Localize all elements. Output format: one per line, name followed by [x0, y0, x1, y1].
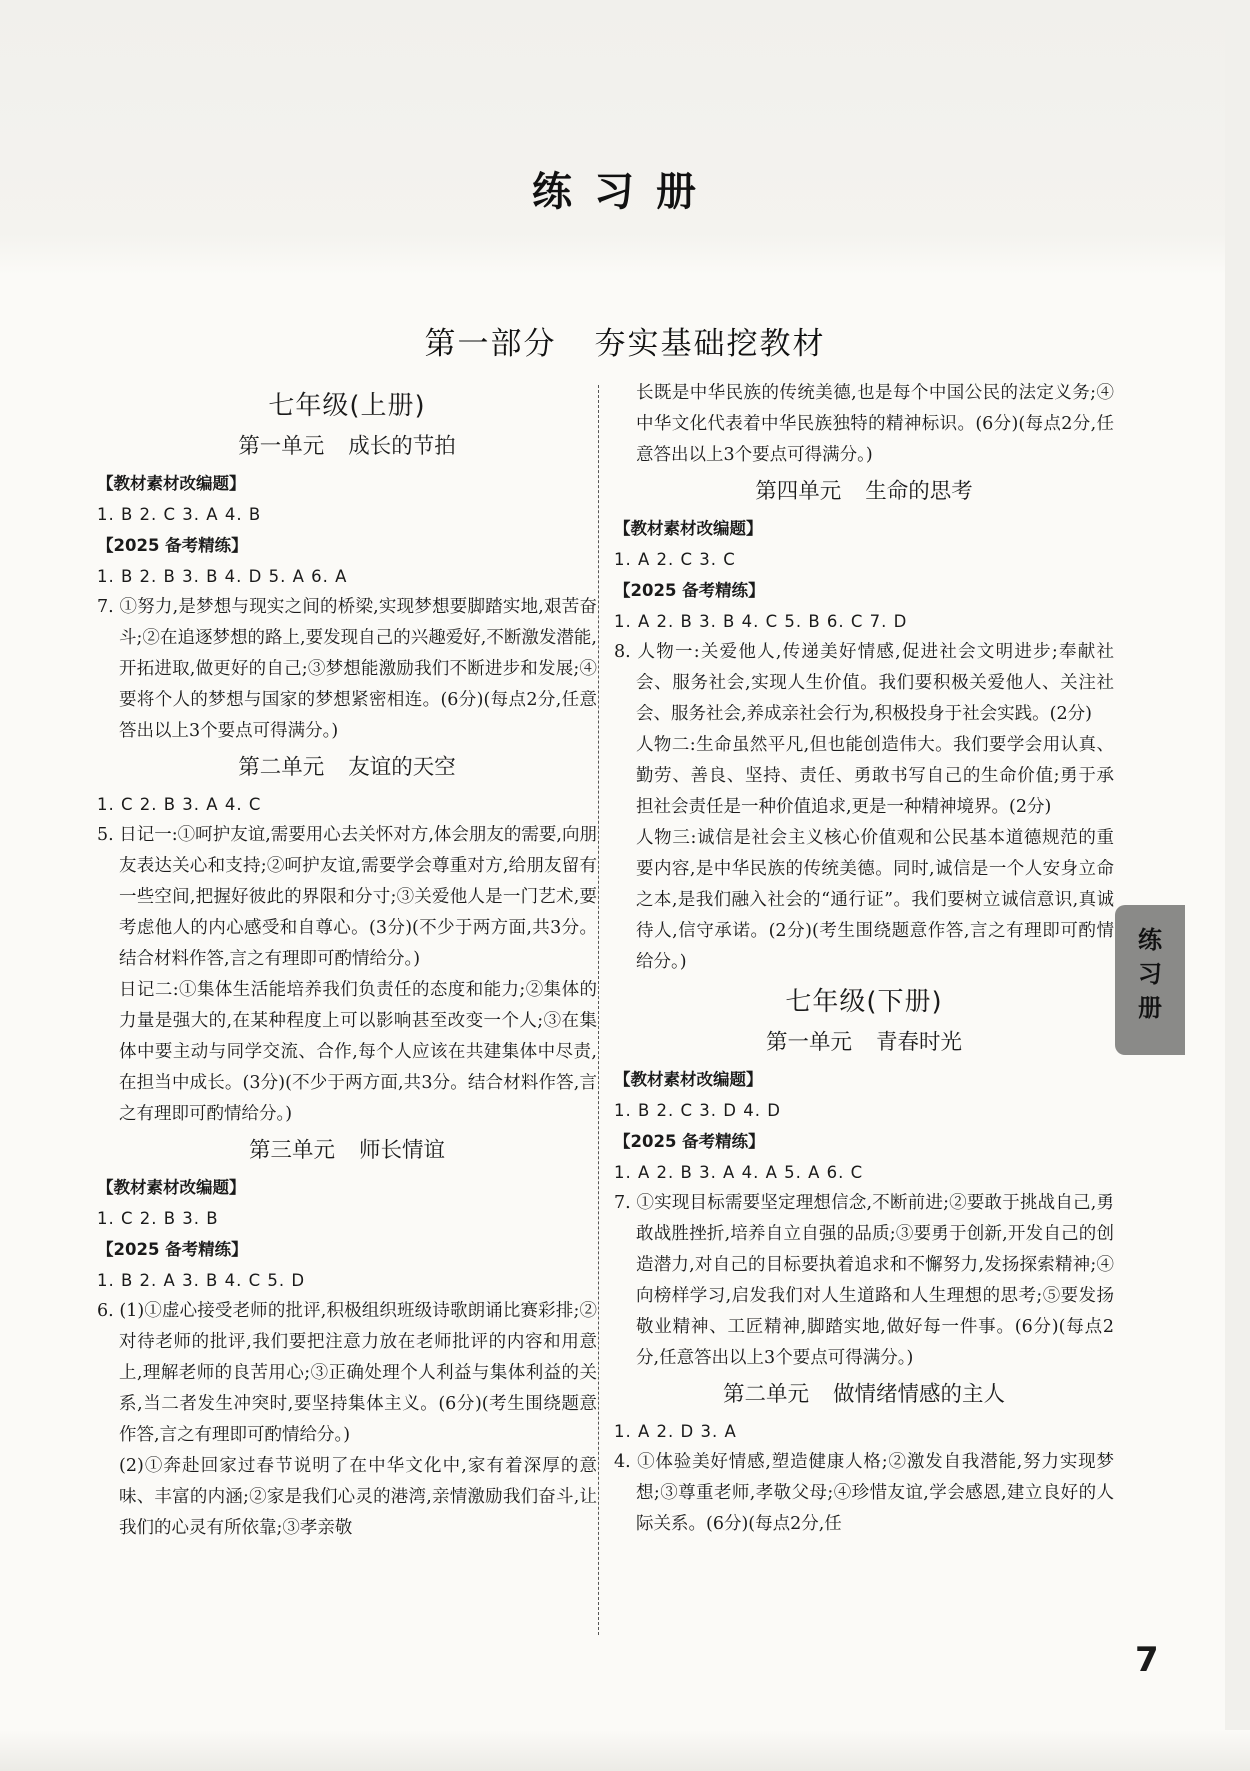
page-number: 7 — [1135, 1640, 1159, 1680]
answer-paragraph: 6. (1)①虚心接受老师的批评,积极组织班级诗歌朗诵比赛彩排;②对待老师的批评,我们要把注意力放在老师批评的内容和用意上,理解老师的良苦用心;③正确处理个人利益与集体利益的关系,当二者发生冲突时,要坚持集体主义。(6分)(考生围绕题意作答,言之有理即可酌情给分。) — [97, 1301, 597, 1445]
answer-line: 1. A 2. D 3. A — [614, 1422, 737, 1441]
unit-heading: 第二单元 友谊的天空 — [238, 755, 456, 780]
unit-heading: 第一单元 成长的节拍 — [238, 434, 456, 459]
column-divider — [598, 385, 599, 1635]
header-band — [0, 0, 1250, 275]
unit-heading: 第四单元 生命的思考 — [755, 479, 973, 504]
book-title: 练习册 — [532, 169, 718, 215]
section-label: 【教材素材改编题】 — [614, 519, 763, 538]
answer-line: 1. B 2. C 3. D 4. D — [614, 1101, 781, 1120]
answer-paragraph: (2)①奔赴回家过春节说明了在中华文化中,家有着深厚的意味、丰富的内涵;②家是我们心灵的港湾,亲情激励我们奋斗,让我们的心灵有所依靠;③孝亲敬 — [119, 1456, 597, 1538]
part-name: 夯实基础挖教材 — [594, 326, 826, 362]
section-label: 【教材素材改编题】 — [97, 1178, 246, 1197]
grade-heading: 七年级(上册) — [268, 391, 426, 421]
answer-paragraph: 人物三:诚信是社会主义核心价值观和公民基本道德规范的重要内容,是中华民族的传统美德。同时,诚信是一个人安身立命之本,是我们融入社会的“通行证”。我们要树立诚信意识,真诚待人,信守承诺。(2分)(考生围绕题意作答,言之有理即可酌情给分。) — [636, 828, 1114, 972]
part-label: 第一部分 — [424, 326, 557, 362]
side-tab-label: 练 习 册 — [1138, 926, 1162, 1022]
section-label: 【2025 备考精练】 — [97, 1240, 248, 1259]
left-column — [97, 382, 597, 1544]
answer-line: 1. B 2. C 3. A 4. B — [97, 505, 262, 524]
answer-line: 1. C 2. B 3. B — [97, 1209, 219, 1228]
grade-heading: 七年级(下册) — [785, 987, 943, 1017]
page-edge — [1225, 0, 1250, 1771]
answer-paragraph: 5. 日记一:①呵护友谊,需要用心去关怀对方,体会朋友的需要,向朋友表达关心和支持;②呵护友谊,需要学会尊重对方,给朋友留有一些空间,把握好彼此的界限和分寸;③关爱他人是一门艺术,要考虑他人的内心感受和自尊心。(3分)(不少于两方面,共3分。结合材料作答,言之有理即可酌情给分。) — [97, 825, 597, 969]
answer-line: 1. B 2. B 3. B 4. D 5. A 6. A — [97, 567, 348, 586]
answer-paragraph: 8. 人物一:关爱他人,传递美好情感,促进社会文明进步;奉献社会、服务社会,实现人生价值。我们要积极关爱他人、关注社会、服务社会,养成亲社会行为,积极投身于社会实践。(2分) — [614, 642, 1114, 724]
unit-heading: 第一单元 青春时光 — [765, 1030, 963, 1055]
answer-line: 1. A 2. C 3. C — [614, 550, 736, 569]
section-label: 【2025 备考精练】 — [614, 581, 765, 600]
answer-paragraph: 7. ①努力,是梦想与现实之间的桥梁,实现梦想要脚踏实地,艰苦奋斗;②在追逐梦想的路上,要发现自己的兴趣爱好,不断激发潜能,开拓进取,做更好的自己;③梦想能激励我们不断进步和发展;④要将个人的梦想与国家的梦想紧密相连。(6分)(每点2分,任意答出以上3个要点可得满分。) — [97, 597, 597, 741]
answer-line: 1. A 2. B 3. A 4. A 5. A 6. C — [614, 1163, 864, 1182]
part-title — [0, 318, 1250, 363]
side-tab — [1115, 905, 1185, 1055]
unit-heading: 第二单元 做情绪情感的主人 — [722, 1382, 1006, 1407]
right-column — [614, 378, 1114, 1540]
footer-band — [0, 1730, 1250, 1771]
answer-paragraph: 7. ①实现目标需要坚定理想信念,不断前进;②要敢于挑战自己,勇敢战胜挫折,培养自立自强的品质;③要勇于创新,开发自己的创造潜力,对自己的目标要执着追求和不懈努力,发扬探索精神;④向榜样学习,启发我们对人生道路和人生理想的思考;⑤要发扬敬业精神、工匠精神,脚踏实地,做好每一件事。(6分)(每点2分,任意答出以上3个要点可得满分。) — [614, 1193, 1114, 1368]
section-label: 【教材素材改编题】 — [97, 474, 246, 493]
answer-paragraph: 4. ①体验美好情感,塑造健康人格;②激发自我潜能,努力实现梦想;③尊重老师,孝敬父母;④珍惜友谊,学会感恩,建立良好的人际关系。(6分)(每点2分,任 — [614, 1452, 1114, 1534]
answer-paragraph: 人物二:生命虽然平凡,但也能创造伟大。我们要学会用认真、勤劳、善良、坚持、责任、勇敢书写自己的生命价值;勇于承担社会责任是一种价值追求,更是一种精神境界。(2分) — [636, 735, 1114, 817]
answer-paragraph: 日记二:①集体生活能培养我们负责任的态度和能力;②集体的力量是强大的,在某种程度上可以影响甚至改变一个人;③在集体中要主动与同学交流、合作,每个人应该在共建集体中尽责,在担当中成长。(3分)(不少于两方面,共3分。结合材料作答,言之有理即可酌情给分。) — [119, 980, 597, 1124]
section-label: 【2025 备考精练】 — [614, 1132, 765, 1151]
section-label: 【2025 备考精练】 — [97, 536, 248, 555]
answer-line: 1. B 2. A 3. B 4. C 5. D — [97, 1271, 306, 1290]
answer-line: 1. C 2. B 3. A 4. C — [97, 795, 262, 814]
unit-heading: 第三单元 师长情谊 — [248, 1138, 446, 1163]
answer-line: 1. A 2. B 3. B 4. C 5. B 6. C 7. D — [614, 612, 908, 631]
answer-paragraph: 长既是中华民族的传统美德,也是每个中国公民的法定义务;④中华文化代表着中华民族独特的精神标识。(6分)(每点2分,任意答出以上3个要点可得满分。) — [636, 383, 1114, 465]
section-label: 【教材素材改编题】 — [614, 1070, 763, 1089]
